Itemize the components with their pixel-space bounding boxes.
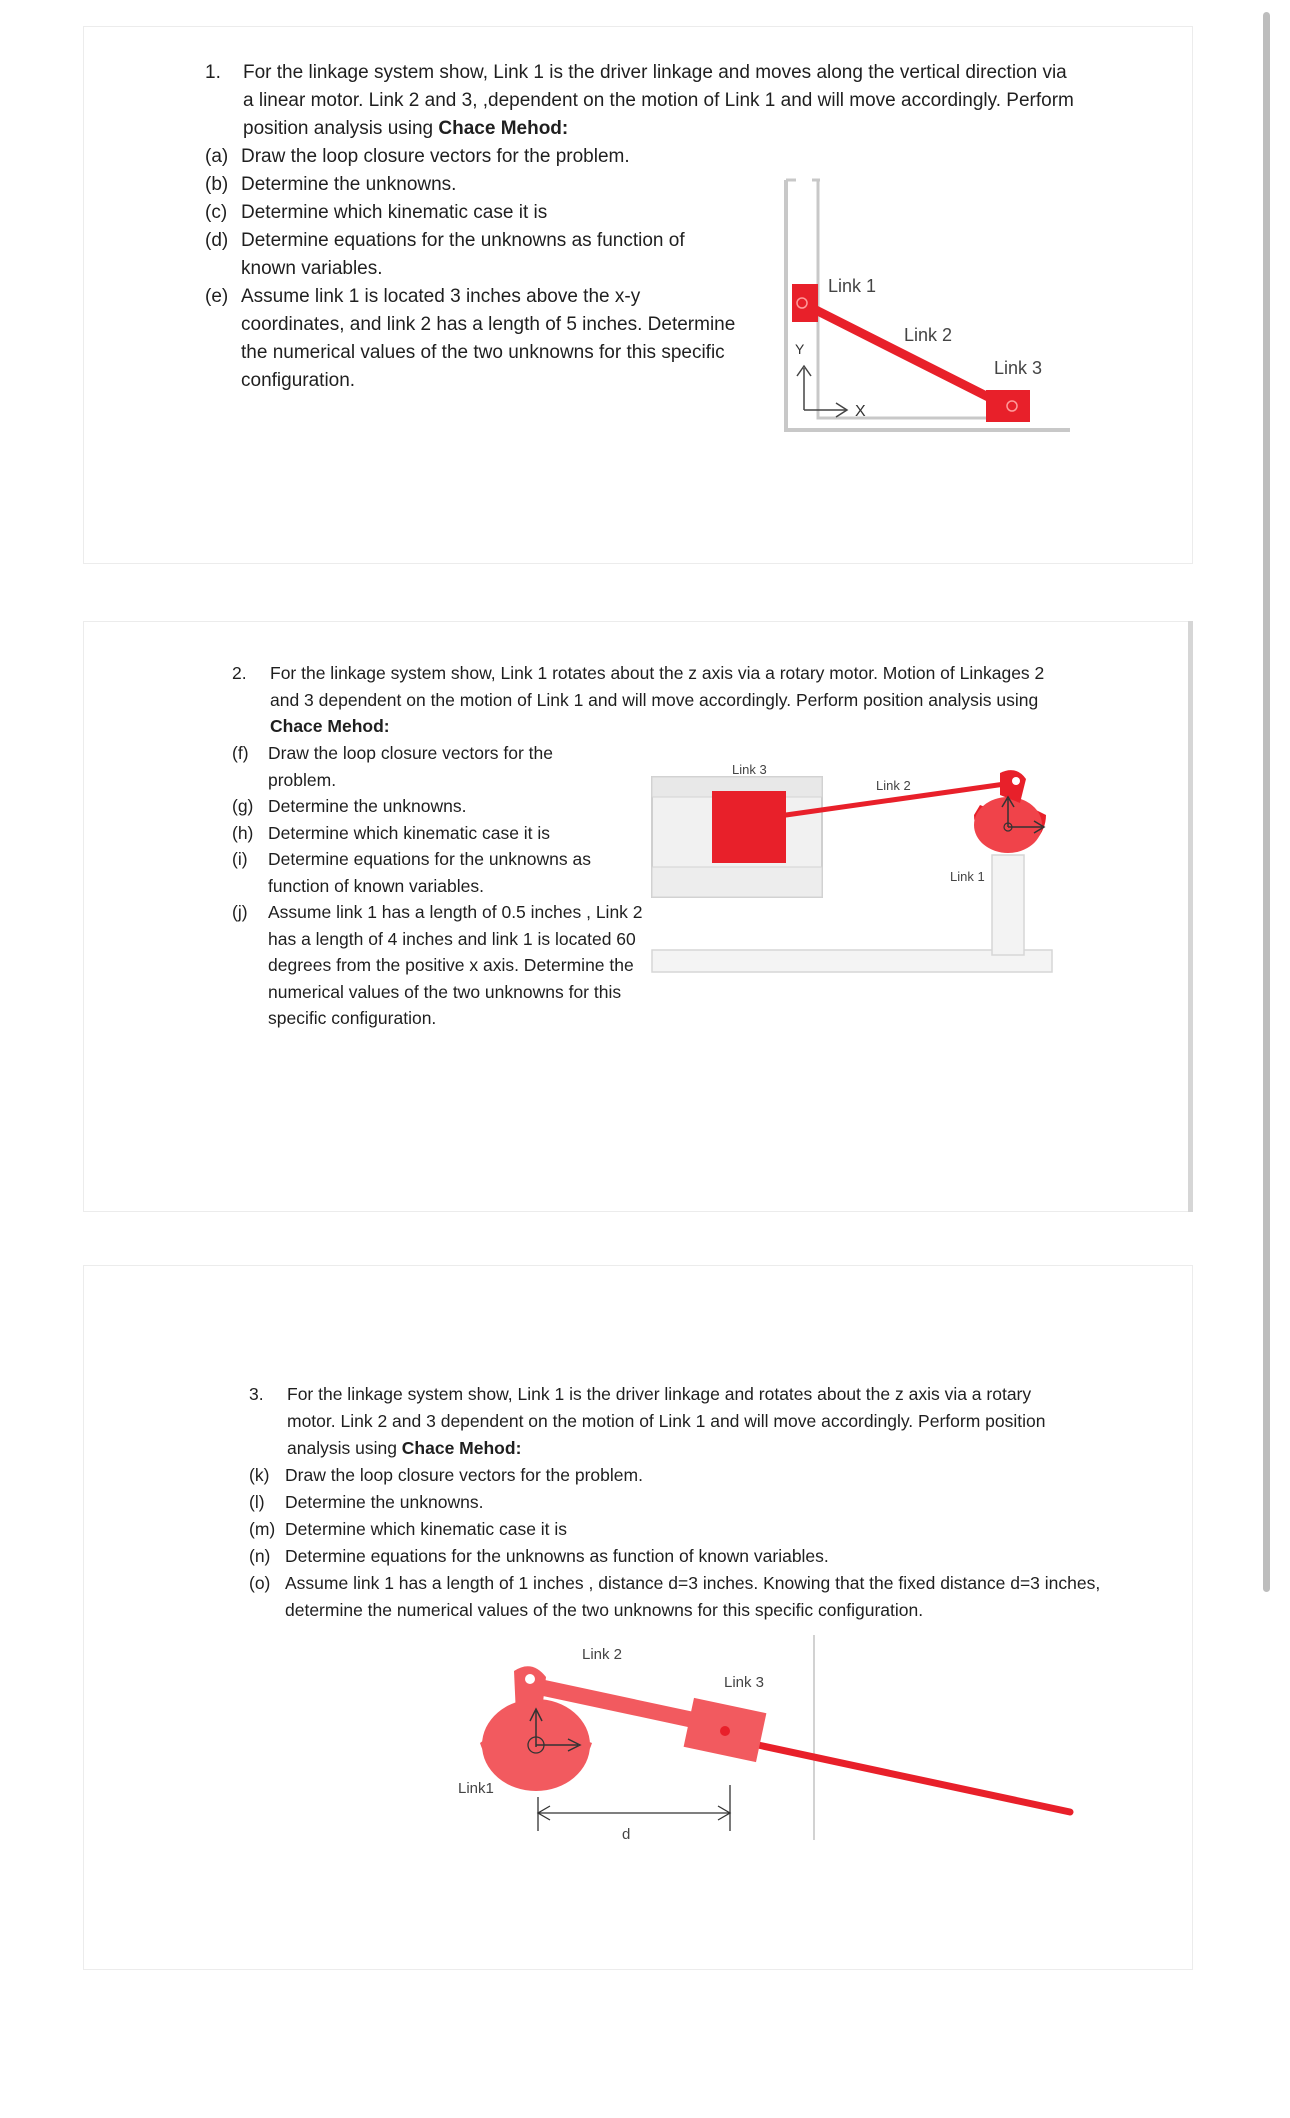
problem-3-item-k (249, 1462, 1089, 1489)
problem-1-number: 1. (205, 62, 221, 83)
item-tag: (h) (232, 822, 254, 843)
item-text: Assume link 1 has a length of 1 inches , distance d=3 inches. Knowing that the fixed distance d=3 inches, determine the numerical values of the two unknowns for this specific configuration. (285, 1573, 1101, 1620)
problem-3-number: 3. (249, 1384, 264, 1404)
item-text: Determine equations for the unknowns as function of known variables. (241, 230, 685, 279)
item-tag: (j) (232, 902, 248, 922)
item-tag: (m) (249, 1519, 276, 1539)
link-1-pin (1012, 777, 1020, 785)
link-2-bar (802, 303, 1010, 408)
problem-2-lead (232, 660, 1062, 740)
item-text: Assume link 1 has a length of 0.5 inches , Link 2 has a length of 4 inches and link 1 is located 60 degrees from the positive x axis. Determine the numerical values of the two unknowns for this specific configuration. (268, 902, 643, 1028)
item-text: Determine equations for the unknowns as function of known variables. (268, 849, 591, 896)
problem-2-figure (650, 755, 1060, 995)
item-tag: (b) (205, 174, 229, 195)
problem-2-item-g (232, 793, 632, 820)
problem-1-item-a (205, 143, 745, 171)
problem-3-lead-text: For the linkage system show, Link 1 is the driver linkage and rotates about the z axis via a rotary motor. Link 2 and 3 dependent on the motion of Link 1 and will move accordingly. Perform position analysis using (287, 1384, 1046, 1458)
slider-guide-bottom (652, 867, 822, 897)
link-3-pin (720, 1726, 730, 1736)
problem-2-lead-text: For the linkage system show, Link 1 rotates about the z axis via a rotary motor. Motion of Linkages 2 and 3 dependent on the motion of Link 1 and will move accordingly. Perform position analysis using (270, 663, 1045, 710)
item-tag: (i) (232, 849, 248, 869)
item-text: Determine the unknowns. (241, 174, 457, 195)
link-2-label: Link 2 (582, 1646, 623, 1663)
item-tag: (g) (232, 796, 254, 816)
link-3-label: Link 3 (732, 762, 767, 777)
link-1-label: Link 1 (828, 276, 877, 296)
problem-1-method: Chace Mehod: (438, 118, 569, 139)
item-text: Determine the unknowns. (268, 796, 467, 816)
motor-post (992, 855, 1024, 955)
problem-2-item-f (232, 740, 608, 793)
item-text: Determine which kinematic case it is (285, 1519, 568, 1539)
problem-2-card-edge (1188, 621, 1193, 1212)
problem-3-item-o (249, 1570, 1115, 1624)
link-2-label: Link 2 (876, 778, 911, 793)
item-text: Determine the unknowns. (285, 1492, 484, 1512)
axis-y-label: Y (795, 341, 805, 357)
item-text: Determine equations for the unknowns as function of known variables. (285, 1546, 829, 1566)
problem-2-items (232, 740, 643, 1032)
problem-3-method: Chace Mehod: (401, 1438, 522, 1458)
link-3-label: Link 3 (994, 358, 1043, 378)
problem-1-item-d (205, 227, 741, 283)
problem-1-text (205, 59, 1075, 143)
distance-label: d (622, 1826, 631, 1843)
problem-1-item-b (205, 171, 745, 199)
problem-1-lead (205, 59, 1075, 143)
problem-3-figure (440, 1635, 1080, 1845)
item-tag: (l) (249, 1492, 265, 1512)
link-1-slider (792, 284, 818, 322)
item-tag: (k) (249, 1465, 270, 1485)
item-tag: (f) (232, 743, 249, 763)
problem-3-item-n (249, 1543, 1089, 1570)
problem-3-item-l (249, 1489, 1089, 1516)
link-1-label: Link 1 (950, 869, 985, 884)
link-1-label: Link1 (458, 1780, 494, 1797)
axis-x-label: X (855, 403, 866, 420)
item-text: Draw the loop closure vectors for the problem. (268, 743, 553, 790)
link-3-slider (986, 390, 1030, 422)
problem-1-items (205, 143, 745, 395)
item-tag: (a) (205, 146, 229, 167)
problem-2-number: 2. (232, 663, 247, 683)
item-text: Determine which kinematic case it is (241, 202, 548, 223)
item-text: Draw the loop closure vectors for the problem. (285, 1465, 643, 1485)
item-tag: (c) (205, 202, 228, 223)
problem-3-items (249, 1462, 1101, 1624)
problem-2-item-i (232, 846, 648, 899)
problem-2-item-h (232, 820, 632, 847)
item-text: Assume link 1 is located 3 inches above the x-y coordinates, and link 2 has a length of 5 inches. Determine the numerical values of the two unknowns for this specific configuration. (241, 286, 736, 391)
vertical-scrollbar[interactable] (1263, 12, 1270, 1592)
item-tag: (o) (249, 1573, 271, 1593)
item-tag: (e) (205, 286, 229, 307)
problem-1-item-e (205, 283, 741, 395)
item-text: Draw the loop closure vectors for the problem. (241, 146, 630, 167)
problem-2-method: Chace Mehod: (270, 716, 390, 736)
problem-2-item-j (232, 899, 658, 1032)
link-3-slider (712, 791, 786, 863)
link-2-label: Link 2 (904, 325, 953, 345)
problem-3-item-m (249, 1516, 1089, 1543)
problem-3-lead (249, 1381, 1079, 1462)
problem-3-text (249, 1381, 1079, 1462)
link-3-label: Link 3 (724, 1674, 765, 1691)
item-tag: (d) (205, 230, 229, 251)
item-text: Determine which kinematic case it is (268, 822, 551, 843)
problem-1-lead-text: For the linkage system show, Link 1 is the driver linkage and moves along the vertical direction via a linear motor. Link 2 and 3, ,dependent on the motion of Link 1 and will move accordingly. Perform position analysis using (243, 62, 1074, 139)
problem-1-item-c (205, 199, 745, 227)
problem-1-figure (780, 178, 1080, 436)
link-1-pin (525, 1674, 535, 1684)
problem-2-text (232, 660, 1062, 740)
item-tag: (n) (249, 1546, 271, 1566)
